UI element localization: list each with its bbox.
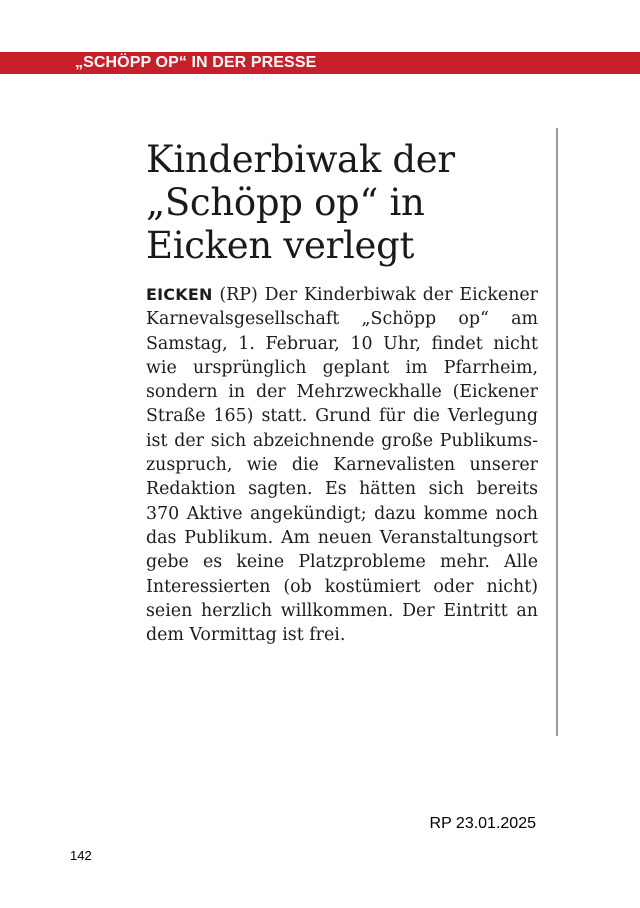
section-title: „SCHÖPP OP“ IN DER PRESSE (75, 54, 317, 71)
article-body (146, 283, 538, 647)
article-text: (RP) Der Kinderbiwak der Eickener Karnevalsgesellschaft „Schöpp op“ am Samstag, 1. Februar, 10 Uhr, findet nicht wie ursprünglich geplant im Pfarrheim, sondern in der Mehrzweckhalle (Eickener Straße 165) statt. Grund für die Verlegung ist der sich abzeichnende große Publikumszuspruch, wie die Karnevalisten unserer Redaktion sagten. Es hätten sich bereits 370 Aktive angekündigt; dazu komme noch das Publikum. Am neuen Veranstaltungsort gebe es keine Platzprobleme mehr. Alle Interessierten (ob kostümiert oder nicht) seien herzlich willkommen. Der Eintritt an dem Vormittag ist frei. (146, 285, 538, 646)
column-rule (556, 128, 558, 736)
page-number: 142 (70, 848, 92, 863)
section-banner (0, 52, 640, 74)
newspaper-clipping (130, 128, 560, 748)
article-dateline: EICKEN (146, 285, 213, 304)
article-headline: Kinderbiwak der „Schöpp op“ in Eicken verlegt (146, 138, 455, 267)
source-citation: RP 23.01.2025 (429, 815, 536, 832)
